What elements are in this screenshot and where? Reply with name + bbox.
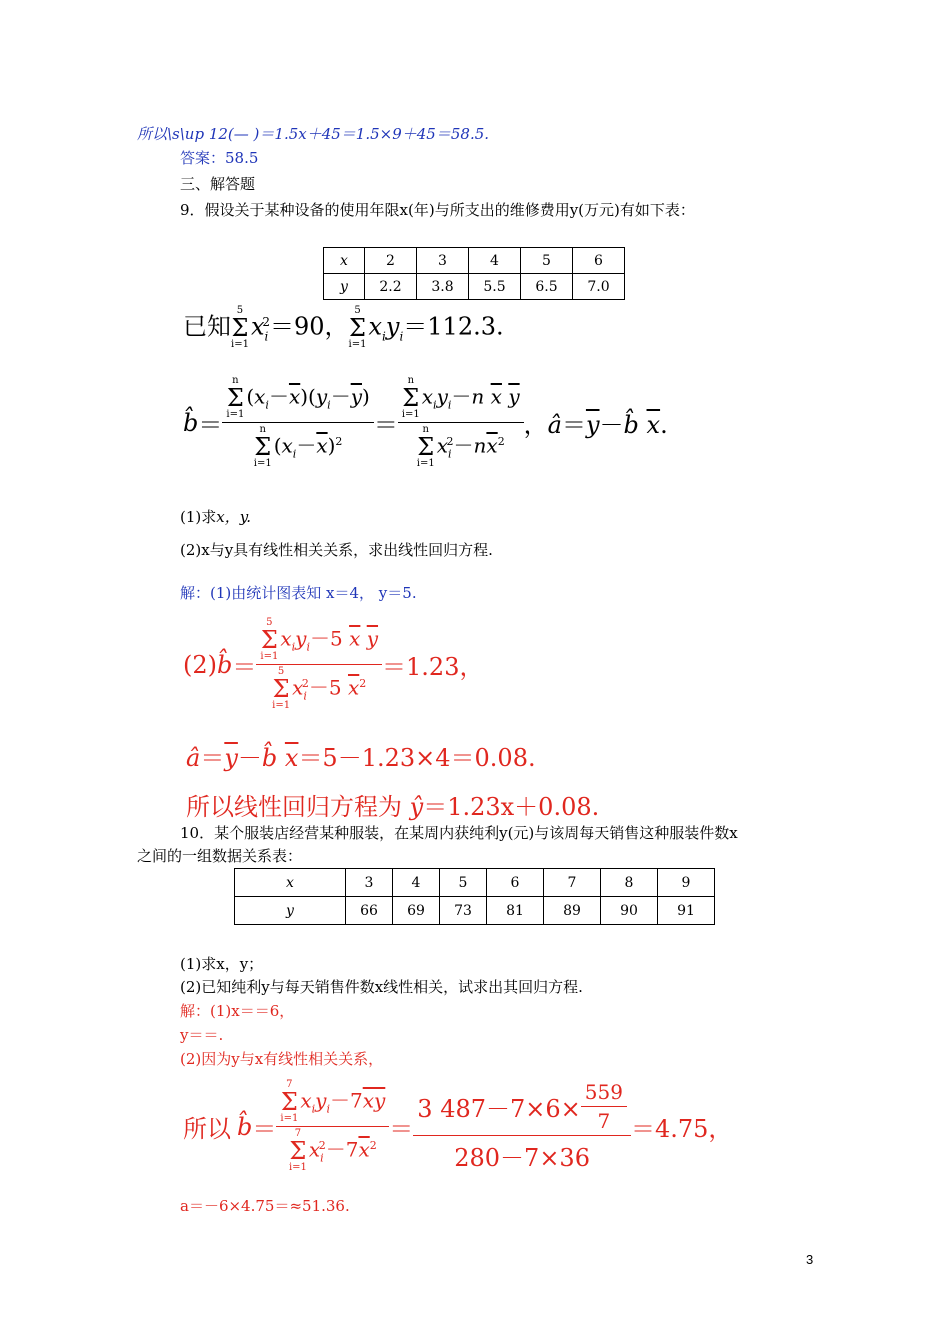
q10-sol4: a＝－6×4.75＝≈51.36. [180,1197,350,1215]
sum-symbol: 5 Σ i=1 [348,305,367,350]
table-cell: 69 [393,897,440,925]
q10-sub2: (2)已知纯利y与每天销售件数x线性相关，试求出其回归方程. [180,978,583,996]
known-sum2: ＝112.3. [403,312,504,341]
q9-stem: 9．假设关于某种设备的使用年限x(年)与所支出的维修费用y(万元)有如下表： [180,201,695,219]
table-row [324,274,625,300]
page-number: 3 [806,1252,814,1267]
q9-table [323,247,625,300]
q10-sol1b: y＝＝. [180,1026,224,1044]
p8-answer: 答案：58.5 [180,149,259,167]
q10-sub1: (1)求x，y； [180,955,264,973]
table-cell: 73 [440,897,487,925]
table-cell: 3 [417,248,469,274]
table-cell: 6 [573,248,625,274]
table-cell: 2 [365,248,417,274]
table-cell: 7 [544,869,601,897]
q10-sol1: 解：(1)x＝＝6， [180,1002,295,1020]
table-row [235,897,715,925]
table-cell: 6.5 [521,274,573,300]
q10-table [234,868,715,925]
q10-sol3: 所以 b̂ ＝ 7 Σ i=1 $x_iy_i-7\overline{xy}$ 7 Σ i=1 $x_i^2-7\overline{x}^2$ ＝ 3 487－7×6× $\frac{559}{7}$ 280－7×36 ＝4.75， [183,1079,733,1173]
q9-sol3: $â=\overline{y}-b̂$ $\overline{x}=5-1.23\times 4=0.08$. [186,744,536,772]
table-cell: 6 [487,869,544,897]
table-cell: x [235,869,346,897]
table-cell: x [324,248,365,274]
table-cell: y [235,897,346,925]
q10-stem1: 10．某个服装店经营某种服装，在某周内获纯利y(元)与该周每天销售这种服装件数x [180,824,738,842]
sum-symbol: 5 Σ i=1 [231,305,249,350]
q9-sol2: (2) b̂ ＝ 5 Σ i=1 $x_iy_i-5$ $\overline{x}$ $\overline{y}$ 5 Σ i=1 $x_i^2-5$ $\overline{x}^2$ ＝1.23， [183,617,484,711]
table-row [324,248,625,274]
table-cell: 66 [346,897,393,925]
q9-sol4: 所以线性回归方程为 ŷ＝1.23x＋0.08. [186,793,600,821]
q9-sol1: 解：(1)由统计图表知 x＝4， y＝5. [180,584,417,602]
table-cell: 3 [346,869,393,897]
table-cell: 89 [544,897,601,925]
q9-known-formula: 已知 5 Σ i=1 $x_i^2=90$， 5 Σ i=1 $x_iy_i=112.3$. [183,305,504,350]
table-cell: 8 [601,869,658,897]
q9-sub2: (2)x与y具有线性相关关系，求出线性回归方程. [180,541,493,559]
table-cell: y [324,274,365,300]
q9-bhat-formula: b̂ ＝ n Σ i=1 $(x_i-\overline{x})(y_i-\overline{y})$ n Σ i=1 $(x_i-\overline{x})^2$ ＝ n Σ i=1 $x_iy_i-n$ $\overline{x}$ $\overline{y}$ n Σ i=1 $x_i^2-n\overline{x}^2$ ，$â=\overline{y}-b̂$ $\overline{x}$. [183,375,668,469]
table-cell: 9 [658,869,715,897]
table-cell: 5 [521,248,573,274]
q9-sub1: (1)求x，y. [180,508,251,526]
table-row [235,869,715,897]
table-cell: 4 [393,869,440,897]
section-title: 三、解答题 [180,175,256,193]
table-cell: 5 [440,869,487,897]
table-cell: 3.8 [417,274,469,300]
table-cell: 7.0 [573,274,625,300]
table-cell: 5.5 [469,274,521,300]
table-cell: 91 [658,897,715,925]
known-prefix: 已知 [183,312,231,341]
q10-stem2: 之间的一组数据关系表： [137,847,303,865]
table-cell: 81 [487,897,544,925]
table-cell: 2.2 [365,274,417,300]
table-cell: 4 [469,248,521,274]
known-sum1: ＝90， [269,312,349,341]
table-cell: 90 [601,897,658,925]
p8-line: 所以\s\up 12(— )＝1.5x＋45＝1.5×9＋45＝58.5. [137,125,490,143]
q10-sol2: (2)因为y与x有线性相关关系， [180,1050,384,1068]
